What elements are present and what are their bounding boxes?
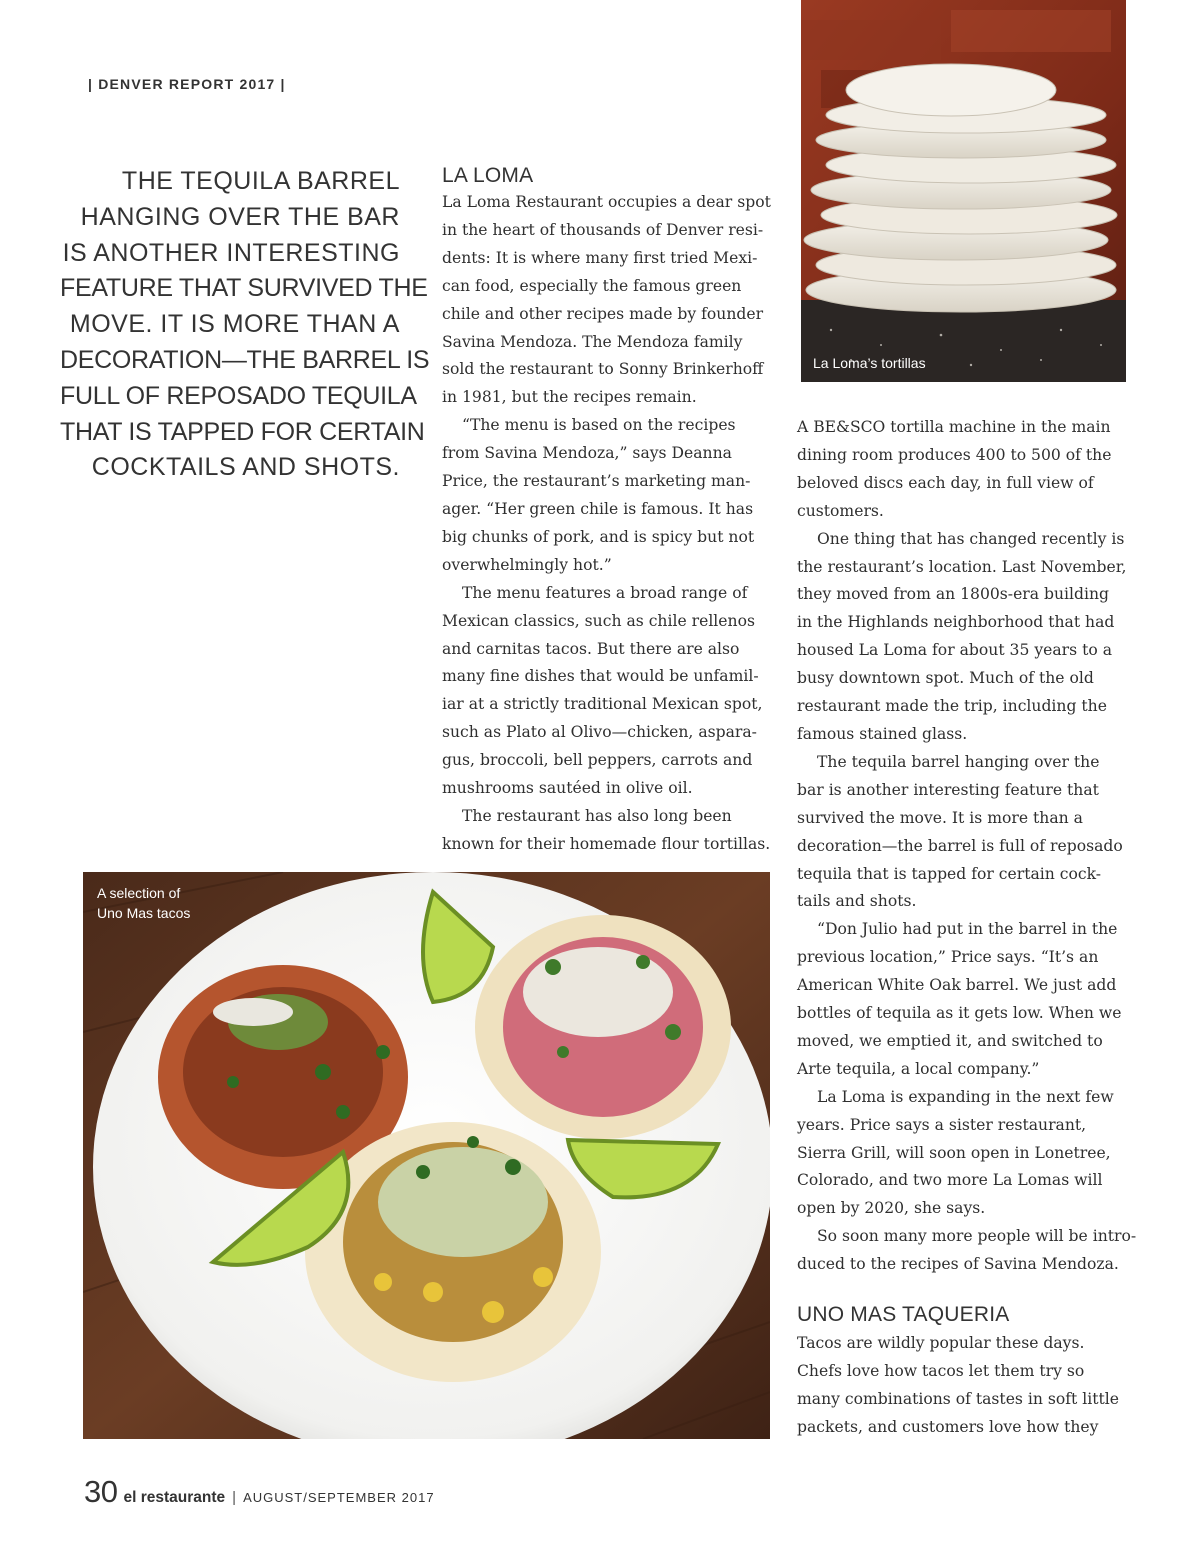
article-column-2 bbox=[797, 414, 1136, 1442]
body-text-line: Colorado, and two more La Lomas will bbox=[797, 1171, 1103, 1190]
body-text-line: decoration—the barrel is full of reposado bbox=[797, 836, 1123, 855]
pull-quote-line: MOVE. IT IS MORE THAN A bbox=[69, 310, 400, 339]
body-text-line: A BE&SCO tortilla machine in the main bbox=[797, 418, 1111, 436]
section-tag: | DENVER REPORT 2017 | bbox=[88, 76, 286, 92]
pull-quote-line: THE TEQUILA BARREL bbox=[121, 167, 400, 195]
body-text-line: La Loma is expanding in the next few bbox=[817, 1087, 1114, 1106]
tortillas-photo bbox=[801, 0, 1126, 382]
body-text-line: dents: It is where many first tried Mexi- bbox=[442, 248, 758, 267]
column-2-body bbox=[797, 414, 1136, 1279]
body-text-line: they moved from an 1800s-era building bbox=[797, 585, 1109, 604]
body-text-line: tequila that is tapped for certain cock- bbox=[797, 864, 1102, 883]
body-text-line: known for their homemade flour tortillas. bbox=[442, 834, 771, 853]
body-text-line: mushrooms sautéed in olive oil. bbox=[442, 779, 693, 798]
body-text-line: in 1981, but the recipes remain. bbox=[442, 388, 697, 407]
pull-quote-line: HANGING OVER THE BAR bbox=[80, 202, 400, 231]
body-text-line: restaurant made the trip, including the bbox=[797, 697, 1107, 716]
body-text-line: “The menu is based on the recipes bbox=[462, 416, 736, 435]
body-text-line: Arte tequila, a local company.” bbox=[797, 1059, 1040, 1078]
pull-quote-line: IS ANOTHER INTERESTING bbox=[62, 238, 400, 267]
body-text-line: The tequila barrel hanging over the bbox=[817, 752, 1100, 771]
pull-quote-line: DECORATION—THE BARREL IS bbox=[60, 345, 430, 374]
body-text-line: customers. bbox=[797, 501, 884, 520]
photo-caption bbox=[97, 884, 190, 923]
column-2b-body bbox=[797, 1330, 1136, 1442]
body-text-line: busy downtown spot. Much of the old bbox=[797, 669, 1094, 688]
body-text-line: from Savina Mendoza,” says Deanna bbox=[442, 444, 732, 463]
body-text-line: tails and shots. bbox=[797, 892, 917, 911]
body-text-line: American White Oak barrel. We just add bbox=[797, 976, 1117, 995]
body-text-line: can food, especially the famous green bbox=[442, 276, 742, 295]
body-text-line: duced to the recipes of Savina Mendoza. bbox=[797, 1255, 1119, 1274]
body-text-line: Savina Mendoza. The Mendoza family bbox=[442, 332, 743, 351]
article-column-1 bbox=[442, 162, 771, 859]
body-text-line: iar at a strictly traditional Mexican spot, bbox=[442, 695, 763, 714]
page-footer bbox=[84, 1474, 435, 1510]
caption-line: A selection of bbox=[97, 885, 181, 901]
pull-quote-line: COCKTAILS AND SHOTS. bbox=[91, 453, 400, 482]
body-text-line: bottles of tequila as it gets low. When we bbox=[797, 1004, 1122, 1023]
body-text-line: chile and other recipes made by founder bbox=[442, 304, 764, 323]
body-text-line: sold the restaurant to Sonny Brinkerhoff bbox=[442, 360, 764, 379]
body-text-line: So soon many more people will be intro- bbox=[817, 1227, 1137, 1246]
pull-quote-line: FEATURE THAT SURVIVED THE bbox=[60, 274, 428, 303]
body-text-line: the restaurant’s location. Last November, bbox=[797, 557, 1127, 576]
body-text-line: The menu features a broad range of bbox=[462, 583, 748, 602]
body-text-line: Mexican classics, such as chile rellenos bbox=[442, 611, 755, 630]
body-text-line: dining room produces 400 to 500 of the bbox=[797, 445, 1112, 464]
pull-quote-line: THAT IS TAPPED FOR CERTAIN bbox=[60, 417, 425, 446]
body-text-line: The restaurant has also long been bbox=[462, 806, 732, 825]
body-text-line: housed La Loma for about 35 years to a bbox=[797, 641, 1112, 660]
body-text-line: in the Highlands neighborhood that had bbox=[797, 613, 1115, 632]
body-text-line: survived the move. It is more than a bbox=[797, 808, 1083, 827]
body-text-line: packets, and customers love how they bbox=[797, 1417, 1099, 1436]
body-text-line: and carnitas tacos. But there are also bbox=[442, 639, 740, 658]
body-text-line: years. Price says a sister restaurant, bbox=[797, 1115, 1087, 1134]
body-text-line: bar is another interesting feature that bbox=[797, 780, 1099, 799]
pull-quote-line: FULL OF REPOSADO TEQUILA bbox=[60, 381, 417, 410]
body-text-line: in the heart of thousands of Denver resi- bbox=[442, 220, 764, 239]
footer-separator: | bbox=[232, 1489, 237, 1506]
body-text-line: such as Plato al Olivo—chicken, aspara- bbox=[442, 723, 757, 742]
body-text-line: “Don Julio had put in the barrel in the bbox=[817, 920, 1118, 939]
body-text-line: Sierra Grill, will soon open in Lonetree, bbox=[797, 1143, 1111, 1162]
body-text-line: overwhelmingly hot.” bbox=[442, 555, 612, 574]
body-text-line: many combinations of tastes in soft little bbox=[797, 1389, 1119, 1408]
pull-quote bbox=[60, 164, 430, 486]
section-heading-la-loma: LA LOMA bbox=[442, 164, 534, 187]
body-text-line: One thing that has changed recently is bbox=[817, 529, 1125, 548]
caption-line: Uno Mas tacos bbox=[97, 904, 191, 921]
body-text-line: previous location,” Price says. “It’s an bbox=[797, 948, 1099, 967]
body-text-line: famous stained glass. bbox=[797, 724, 968, 743]
body-text-line: beloved discs each day, in full view of bbox=[797, 473, 1094, 492]
page-number: 30 bbox=[84, 1474, 118, 1509]
photo-caption: La Loma’s tortillas bbox=[813, 355, 926, 371]
tacos-photo bbox=[83, 872, 770, 1439]
column-1-body bbox=[442, 189, 771, 859]
body-text-line: Price, the restaurant’s marketing man- bbox=[442, 472, 751, 491]
section-heading-uno-mas: UNO MAS TAQUERIA bbox=[797, 1303, 1010, 1327]
body-text-line: gus, broccoli, bell peppers, carrots and bbox=[442, 751, 753, 770]
body-text-line: Chefs love how tacos let them try so bbox=[797, 1362, 1085, 1380]
body-text-line: La Loma Restaurant occupies a dear spot bbox=[442, 193, 771, 211]
body-text-line: many fine dishes that would be unfamil- bbox=[442, 667, 759, 686]
magazine-name: el restaurante bbox=[123, 1489, 226, 1506]
issue-date: AUGUST/SEPTEMBER 2017 bbox=[243, 1490, 435, 1505]
body-text-line: open by 2020, she says. bbox=[797, 1199, 986, 1218]
body-text-line: Tacos are wildly popular these days. bbox=[797, 1334, 1085, 1353]
body-text-line: moved, we emptied it, and switched to bbox=[797, 1031, 1103, 1050]
body-text-line: big chunks of pork, and is spicy but not bbox=[442, 527, 755, 546]
body-text-line: ager. “Her green chile is famous. It has bbox=[442, 499, 754, 518]
